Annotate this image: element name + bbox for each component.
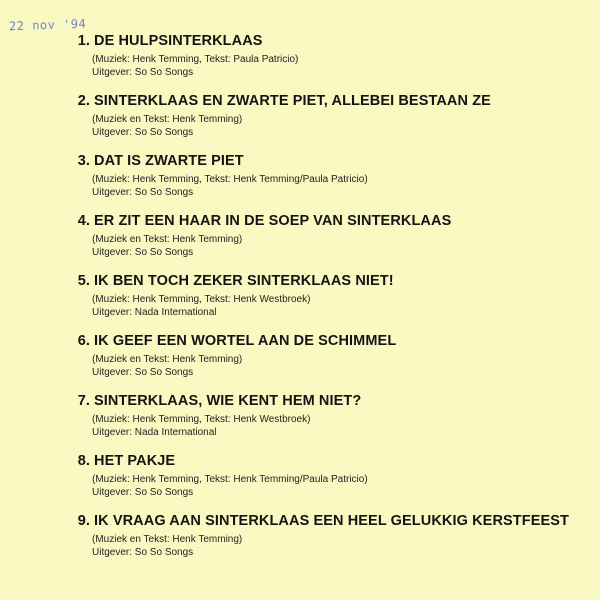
track-credit: (Muziek: Henk Temming, Tekst: Henk Temming/Paula Patricio)	[92, 174, 368, 185]
track-title-text: HET PAKJE	[94, 453, 176, 469]
track-publisher: Uitgever: So So Songs	[92, 187, 194, 198]
track-publisher: Uitgever: So So Songs	[92, 67, 194, 78]
track-credit: (Muziek en Tekst: Henk Temming)	[92, 114, 243, 125]
track-publisher: Uitgever: So So Songs	[92, 247, 194, 258]
track-title	[74, 153, 594, 170]
track-title-text: SINTERKLAAS, WIE KENT HEM NIET?	[94, 393, 362, 409]
track-number: 7.	[77, 393, 90, 409]
track-item	[74, 453, 594, 513]
track-publisher: Uitgever: So So Songs	[92, 547, 194, 558]
track-title-text: DE HULPSINTERKLAAS	[94, 33, 263, 49]
track-item	[74, 153, 594, 213]
track-title-text: DAT IS ZWARTE PIET	[94, 153, 244, 169]
track-item	[74, 333, 594, 393]
track-number: 1.	[77, 33, 90, 49]
track-number: 9.	[77, 513, 90, 529]
track-credit: (Muziek en Tekst: Henk Temming)	[92, 354, 243, 365]
track-publisher: Uitgever: Nada International	[92, 307, 217, 318]
track-item	[74, 33, 594, 93]
track-title-text: IK BEN TOCH ZEKER SINTERKLAAS NIET!	[94, 273, 394, 289]
track-credit: (Muziek: Henk Temming, Tekst: Henk Westbroek)	[92, 294, 311, 305]
track-item	[74, 213, 594, 273]
track-item	[74, 273, 594, 333]
track-title-text: IK VRAAG AAN SINTERKLAAS EEN HEEL GELUKKIG KERSTFEEST	[94, 513, 569, 529]
track-item	[74, 513, 594, 573]
track-number: 6.	[77, 333, 90, 349]
track-item	[74, 393, 594, 453]
track-number: 2.	[77, 93, 90, 109]
track-number: 8.	[77, 453, 90, 469]
track-list	[74, 33, 594, 573]
track-title	[74, 273, 594, 290]
track-publisher: Uitgever: So So Songs	[92, 127, 194, 138]
track-title-text: SINTERKLAAS EN ZWARTE PIET, ALLEBEI BESTAAN ZE	[94, 93, 491, 109]
track-title	[74, 453, 594, 470]
track-number: 3.	[77, 153, 90, 169]
track-credit: (Muziek: Henk Temming, Tekst: Henk Westbroek)	[92, 414, 311, 425]
track-title	[74, 213, 594, 230]
track-publisher: Uitgever: Nada International	[92, 427, 217, 438]
track-credit: (Muziek en Tekst: Henk Temming)	[92, 534, 243, 545]
track-credit: (Muziek en Tekst: Henk Temming)	[92, 234, 243, 245]
track-item	[74, 93, 594, 153]
track-title-text: IK GEEF EEN WORTEL AAN DE SCHIMMEL	[94, 333, 397, 349]
handwritten-date-note: 22 nov '94	[8, 16, 87, 34]
track-credit: (Muziek: Henk Temming, Tekst: Henk Temming/Paula Patricio)	[92, 474, 368, 485]
track-title-text: ER ZIT EEN HAAR IN DE SOEP VAN SINTERKLAAS	[94, 213, 452, 229]
track-number: 4.	[77, 213, 90, 229]
track-title	[74, 93, 594, 110]
track-publisher: Uitgever: So So Songs	[92, 487, 194, 498]
track-publisher: Uitgever: So So Songs	[92, 367, 194, 378]
track-title	[74, 333, 594, 350]
track-title	[74, 393, 594, 410]
track-credit: (Muziek: Henk Temming, Tekst: Paula Patricio)	[92, 54, 299, 65]
track-number: 5.	[77, 273, 90, 289]
track-title	[74, 33, 594, 50]
track-title	[74, 513, 594, 530]
